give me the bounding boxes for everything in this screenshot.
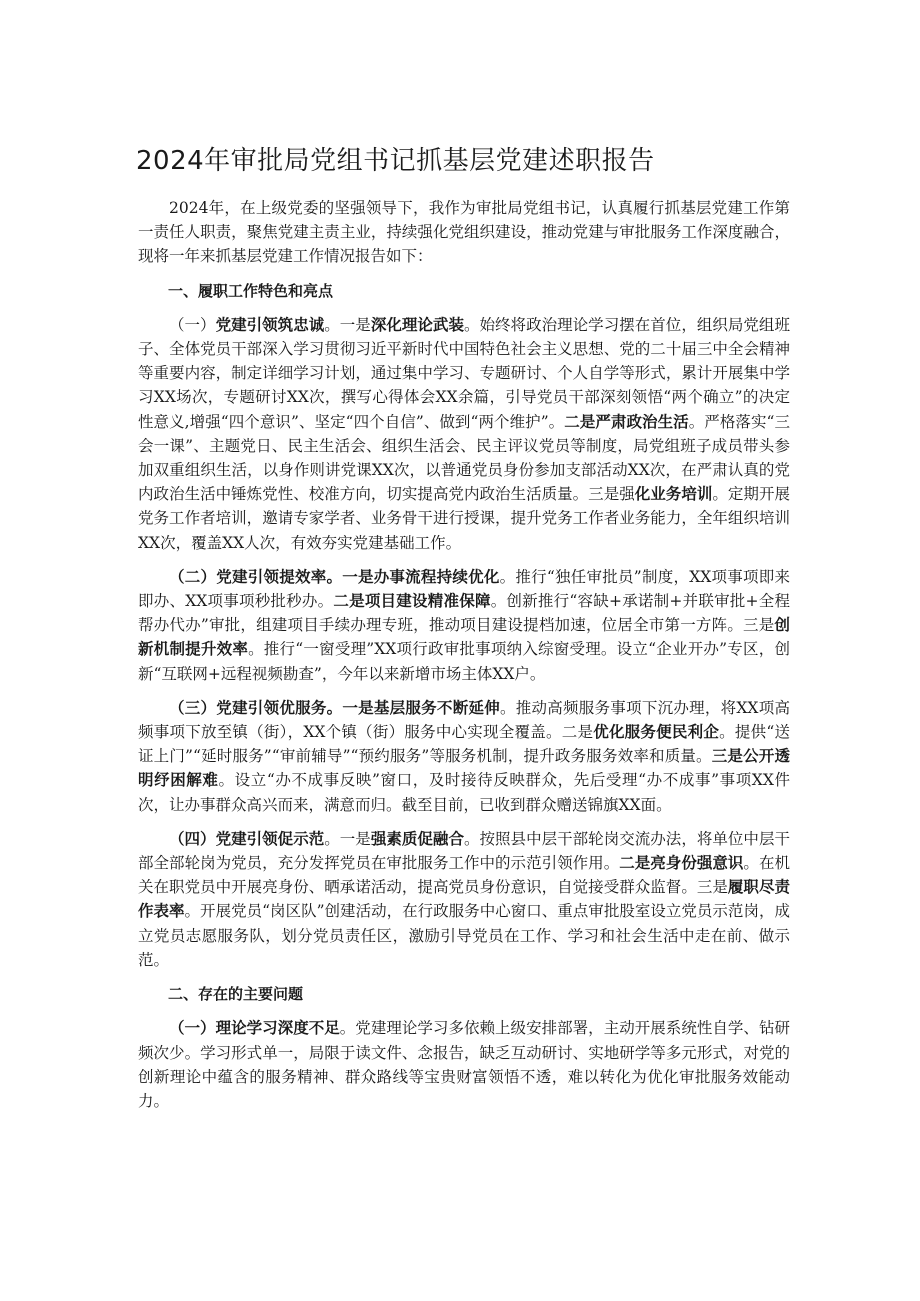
text-run: 。提供“送证上门”“延时服务”“审前辅导”“预约服务”等服务机制，提升政务服务效率和质量。 bbox=[138, 723, 790, 766]
text-run: 。按照县中层干部轮岗交流办法，将单位中层干部全部轮岗为党员，充分发挥党员在审批服务工作中的示范引领作用。 bbox=[138, 829, 790, 873]
bold-run: 履职尽责作表率 bbox=[138, 877, 790, 921]
text-run: （一） bbox=[169, 315, 216, 334]
bold-run: （四）党建引领促示范 bbox=[169, 828, 325, 848]
text-run: 。设立“办不成事反映”窗口，及时接待反映群众，先后受理“办不成事”事项XX件次，让办事群众高兴而来，满意而归。截至目前，已收到群众赠送锦旗XX面。 bbox=[138, 771, 790, 814]
text-run: 。严格落实“三会一课”、主题党日、民主生活会、组织生活会、民主评议党员等制度，局党组班子成员带头参加双重组织生活，以身作则讲党课XX次，以普通党员身份参加支部活动XX次，在严肃认真的党内政治生活中锤炼党性、校准方向，切实提高党内政治生活质量。三是强 bbox=[138, 412, 790, 504]
text-run: 。一是 bbox=[324, 315, 371, 334]
text-run: 。党建理论学习多依赖上级安排部署，主动开展系统性自学、钻研频次少。学习形式单一，局限于读文件、念报告，缺乏互动研讨、实地研学等多元形式，对党的创新理论中蕴含的服务精神、群众路线等宝贵财富领悟不透，难以转化为优化审批服务效能动力。 bbox=[138, 1019, 790, 1110]
bold-run: 强素质促融合 bbox=[370, 828, 464, 848]
text-run: 。在机关在职党员中开展亮身份、晒承诺活动，提高党员身份意识，自觉接受群众监督。三是 bbox=[138, 854, 790, 897]
text-run: 。推行“一窗受理”XX项行政审批事项纳入综窗受理。设立“企业开办”专区，创新“互联网+远程视频勘查”，今年以来新增市场主体XX户。 bbox=[138, 640, 790, 683]
paragraph-efficiency bbox=[138, 565, 790, 686]
bold-run: （一）理论学习深度不足 bbox=[169, 1018, 340, 1038]
section-heading-1: 一、履职工作特色和亮点 bbox=[168, 281, 334, 300]
text-run: 。定期开展党务工作者培训，邀请专家学者、业务骨干进行授课，提升党务工作者业务能力，全年组织培训XX次，覆盖XX人次，有效夯实党建基础工作。 bbox=[138, 485, 790, 552]
paragraph-demonstration bbox=[138, 827, 790, 972]
bold-run: （二）党建引领提效率。一是办事流程持续优化 bbox=[169, 566, 500, 586]
bold-run: 三是公开透明纾困解难 bbox=[138, 746, 790, 790]
bold-run: （三）党建引领优服务。一是基层服务不断延伸 bbox=[169, 697, 500, 717]
paragraph-loyalty bbox=[138, 313, 790, 555]
text-run: 。创新推行“容缺+承诺制+并联审批+全程帮办代办”审批，组建项目手续办理专班，推动项目建设提档加速，位居全市第一方阵。三是 bbox=[138, 592, 790, 635]
paragraph-service bbox=[138, 696, 790, 817]
bold-run: 深化理论武装 bbox=[370, 314, 464, 334]
section-heading-2: 二、存在的主要问题 bbox=[168, 985, 304, 1004]
text-run: 。始终将政治理论学习摆在首位，组织局党组班子、全体党员干部深入学习贯彻习近平新时代中国特色社会主义思想、党的二十届三中全会精神等重要内容，制定详细学习计划，通过集中学习、专题研讨、个人自学等形式，累计开展集中学习XX场次，专题研讨XX次，撰写心得体会XX余篇，引导党员干部深刻领悟“两个确立”的决定性意义,增强“四个意识”、坚定“四个自信”、做到“两个维护”。 bbox=[138, 315, 790, 431]
text-run: 。推动高频服务事项下沉办理，将XX项高频事项下放至镇（街），XX个镇（街）服务中心实现全覆盖。二是 bbox=[138, 698, 790, 742]
bold-run: 优化服务便民利企 bbox=[593, 722, 720, 742]
intro-paragraph: 2024年，在上级党委的坚强领导下，我作为审批局党组书记，认真履行抓基层党建工作第一责任人职责，聚焦党建主责主业，持续强化党组织建设，推动党建与审批服务工作深度融合，现将一年来抓基层党建工作情况报告如下： bbox=[138, 199, 790, 266]
bold-run: 党建引领筑忠诚 bbox=[215, 314, 325, 334]
text-run: 。一是 bbox=[324, 829, 371, 848]
document-title: 2024年审批局党组书记抓基层党建述职报告 bbox=[136, 146, 655, 176]
bold-run: 二是项目建设精准保障 bbox=[333, 591, 491, 611]
document-body bbox=[138, 196, 790, 1113]
paragraph-problem-theory bbox=[138, 1016, 790, 1113]
text-run: 。开展党员“岗区队”创建活动，在行政服务中心窗口、重点审批股室设立党员示范岗，成立党员志愿服务队，划分党员责任区，激励引导党员在工作、学习和社会生活中走在前、做示范。 bbox=[138, 902, 790, 969]
text-run: 。推行“独任审批员”制度，XX项事项即来即办、XX项事项秒批秒办。 bbox=[138, 567, 790, 611]
bold-run: 化业务培训 bbox=[634, 484, 713, 504]
bold-run: 二是亮身份强意识 bbox=[619, 853, 744, 873]
bold-run: 二是严肃政治生活 bbox=[564, 411, 689, 431]
bold-run: 创新机制提升效率 bbox=[138, 615, 790, 659]
